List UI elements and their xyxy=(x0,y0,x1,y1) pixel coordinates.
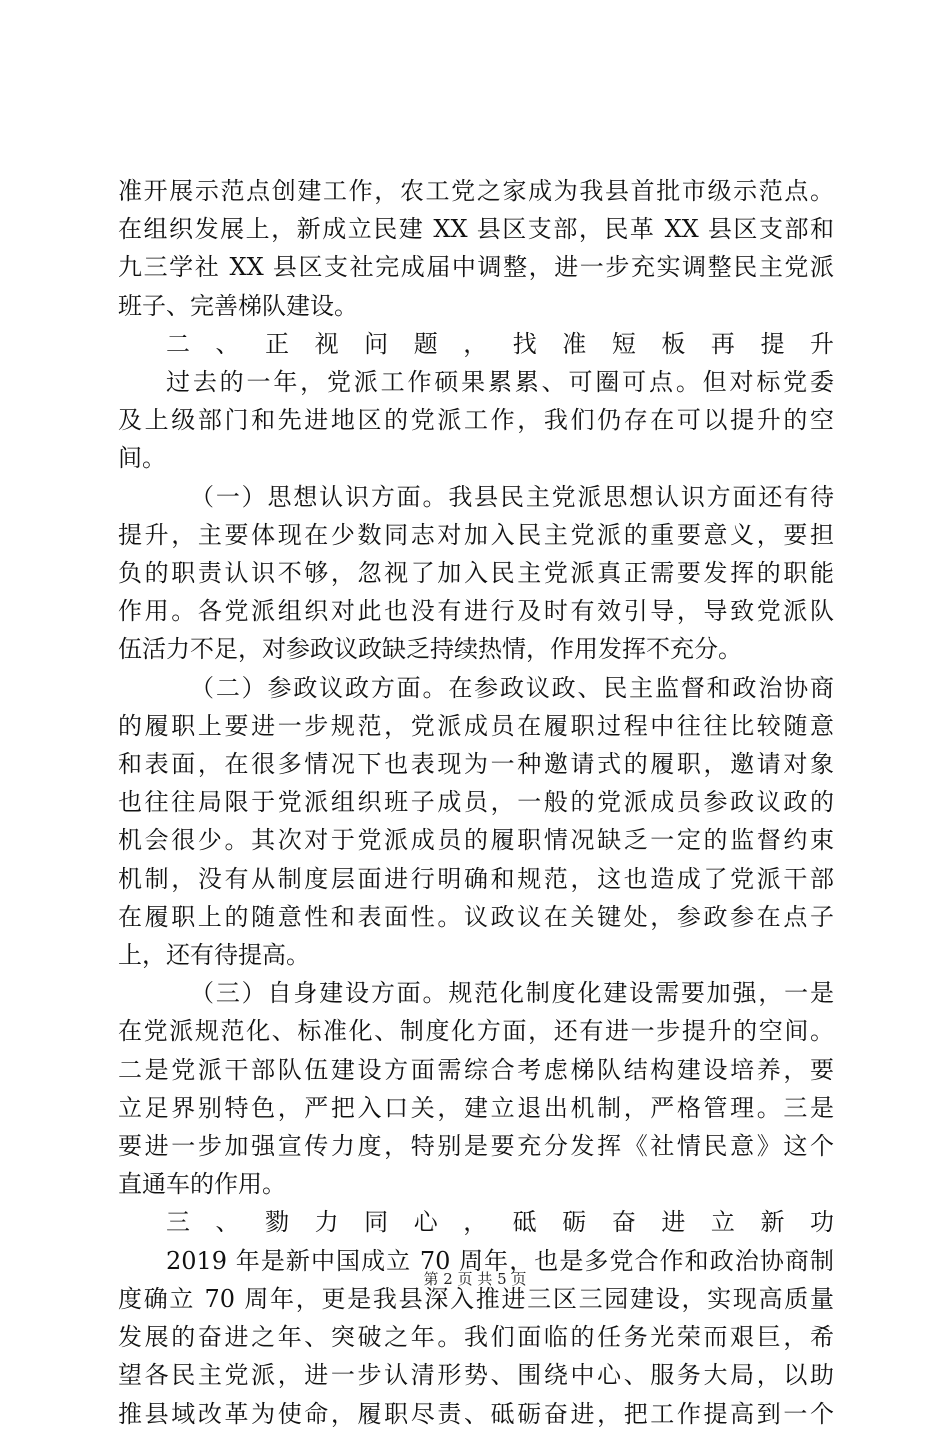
text-line: （三）自身建设方面。规范化制度化建设需要加强，一是 xyxy=(190,979,834,1008)
text-line: 在组织发展上，新成立民建 XX 县区支部，民革 XX 县区支部和 xyxy=(118,215,834,244)
text-line: 间。 xyxy=(118,444,166,473)
text-line: 过去的一年，党派工作硕果累累、可圈可点。但对标党委 xyxy=(166,368,834,397)
text-line: 度确立 70 周年，更是我县深入推进三区三园建设，实现高质量 xyxy=(118,1284,834,1313)
text-line: 和表面，在很多情况下也表现为一种邀请式的履职，邀请对象 xyxy=(118,750,834,779)
text-line: 二是党派干部队伍建设方面需综合考虑梯队结构建设培养，要 xyxy=(118,1055,834,1084)
text-line: 作用。各党派组织对此也没有进行及时有效引导，导致党派队 xyxy=(118,597,834,626)
text-line: 直通车的作用。 xyxy=(118,1170,286,1199)
text-line: 推县域改革为使命，履职尽责、砥砺奋进，把工作提高到一个 xyxy=(118,1399,834,1428)
document-body xyxy=(118,172,834,1433)
text-line: 要进一步加强宣传力度，特别是要充分发挥《社情民意》这个 xyxy=(118,1132,834,1161)
text-line: 九三学社 XX 县区支社完成届中调整，进一步充实调整民主党派 xyxy=(118,253,834,282)
text-line: 在党派规范化、标准化、制度化方面，还有进一步提升的空间。 xyxy=(118,1017,834,1046)
page-number-label: 第 2 页 共 5 页 xyxy=(423,1270,527,1288)
text-line: 发展的奋进之年、突破之年。我们面临的任务光荣而艰巨，希 xyxy=(118,1323,834,1352)
page-footer xyxy=(0,1268,950,1289)
text-line: 的履职上要进一步规范，党派成员在履职过程中往往比较随意 xyxy=(118,711,834,740)
text-line: 负的职责认识不够，忽视了加入民主党派真正需要发挥的职能 xyxy=(118,559,834,588)
text-line: （一）思想认识方面。我县民主党派思想认识方面还有待 xyxy=(190,482,834,511)
text-line: 上，还有待提高。 xyxy=(118,941,310,970)
text-line: 提升，主要体现在少数同志对加入民主党派的重要意义，要担 xyxy=(118,520,834,549)
text-line: 在履职上的随意性和表面性。议政议在关键处，参政参在点子 xyxy=(118,902,834,931)
text-line: 班子、完善梯队建设。 xyxy=(118,291,358,320)
text-line: 准开展示范点创建工作，农工党之家成为我县首批市级示范点。 xyxy=(118,177,834,205)
text-line: 伍活力不足，对参政议政缺乏持续热情，作用发挥不充分。 xyxy=(118,635,742,664)
text-line: 也往往局限于党派组织班子成员，一般的党派成员参政议政的 xyxy=(118,788,834,817)
text-line: 及上级部门和先进地区的党派工作，我们仍存在可以提升的空 xyxy=(118,406,834,435)
text-line: 望各民主党派，进一步认清形势、围绕中心、服务大局，以助 xyxy=(118,1361,834,1390)
text-line: 机制，没有从制度层面进行明确和规范，这也造成了党派干部 xyxy=(118,864,834,893)
text-line: 机会很少。其次对于党派成员的履职情况缺乏一定的监督约束 xyxy=(118,826,834,855)
text-line: 三、勠力同心，砥砺奋进立新功 xyxy=(166,1208,834,1237)
text-line: 二、正视问题，找准短板再提升 xyxy=(166,329,834,358)
text-line: （二）参政议政方面。在参政议政、民主监督和政治协商 xyxy=(190,673,834,702)
text-line: 2019 年是新中国成立 70 周年，也是多党合作和政治协商制 xyxy=(166,1246,834,1275)
text-line: 立足界别特色，严把入口关，建立退出机制，严格管理。三是 xyxy=(118,1093,834,1122)
